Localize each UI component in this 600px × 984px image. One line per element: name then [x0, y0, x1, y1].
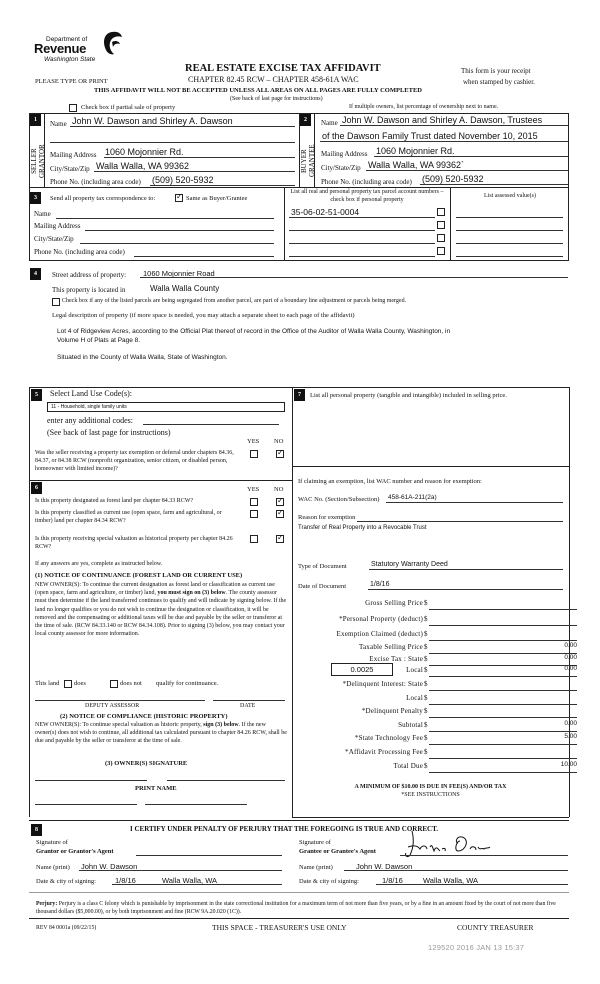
grantor-agent-label: Grantor or Grantor's Agent — [36, 848, 114, 855]
form-subtitle: CHAPTER 82.45 RCW – CHAPTER 458-61A WAC — [188, 75, 359, 84]
parcel-number-field[interactable] — [289, 243, 435, 244]
local-rate-field[interactable]: 0.0025 — [331, 663, 393, 676]
dor-logo — [34, 30, 129, 70]
grantee-name-print-label: Name (print) — [299, 864, 333, 871]
total-due-row: Total Due $ 10.00 — [298, 762, 593, 774]
buyer-phone-label: Phone No. (including area code) — [321, 178, 412, 186]
dor-swoosh-logo-icon — [100, 30, 124, 56]
owner-signature-field-2[interactable] — [167, 780, 285, 781]
excise-tax-state-row: Excise Tax : State $ 0.00 — [298, 655, 593, 667]
yes-header: YES — [247, 438, 260, 445]
grantee-agent-label: Grantee or Grantee's Agent — [299, 848, 376, 855]
logo-line1: Department of — [46, 36, 88, 43]
parcel-number-field[interactable]: 35-06-02-51-0004 — [291, 207, 360, 217]
personal-property-checkbox[interactable] — [437, 208, 445, 216]
personal-property-deduct-row: *Personal Property (deduct) $ — [298, 615, 593, 627]
assessed-value-field[interactable] — [456, 243, 563, 244]
legal-description-label: Legal description of property (if more space is needed, you may attach a separate sheet to each page of the affidavit) — [52, 312, 355, 319]
corr-name-field[interactable] — [56, 218, 274, 219]
reason-field[interactable]: Transfer of Real Property into a Revocable Trust — [298, 525, 427, 531]
exemption-question: Was the seller receiving a property tax exemption or deferral under chapters 84.36, 84.37, or 84.38 RCW (nonprofit organization, senior citizen, or disabled person, homeowner with limited income)? — [35, 450, 234, 472]
minimum-due-note: A MINIMUM OF $10.00 IS DUE IN FEE(S) AND/OR TAX — [354, 784, 507, 790]
street-address-field[interactable]: 1060 Mojonnier Road — [143, 269, 215, 278]
additional-codes-field[interactable] — [143, 424, 279, 425]
grantor-name-field[interactable]: John W. Dawson — [81, 862, 138, 871]
land-use-instructions: (See back of last page for instructions) — [47, 428, 171, 437]
section-1-number: 1 — [30, 114, 41, 126]
assessor-date-field[interactable] — [213, 700, 285, 701]
grantor-name-print-label: Name (print) — [36, 864, 70, 871]
deputy-assessor-signature[interactable] — [35, 700, 205, 701]
seller-mailing-field[interactable]: 1060 Mojonnier Rd. — [105, 147, 184, 157]
delinquent-interest-local-row: Local $ — [298, 694, 593, 706]
notice1-title: (1) NOTICE OF CONTINUANCE (FOREST LAND OR CURRENT USE) — [35, 572, 243, 579]
treasurer-use-only: THIS SPACE - TREASURER'S USE ONLY — [212, 923, 347, 932]
grantee-date-city-label: Date & city of signing: — [299, 878, 359, 885]
exemption-yes-checkbox[interactable] — [250, 450, 258, 458]
section-5-number: 5 — [31, 389, 42, 401]
partial-sale-checkbox[interactable] — [69, 104, 77, 112]
exemption-claimed-row: Exemption Claimed (deduct) $ — [298, 630, 593, 642]
section-3-number: 3 — [30, 192, 41, 204]
grantee-date-field[interactable]: 1/8/16 — [382, 876, 403, 885]
street-address-label: Street address of property: — [52, 271, 127, 279]
grantee-signature-field[interactable] — [398, 833, 568, 856]
corr-city-field[interactable] — [80, 243, 274, 244]
if-yes-note: If any answers are yes, complete as instructed below. — [35, 561, 163, 567]
multiple-owners-note: If multiple owners, list percentage of ownership next to name. — [349, 104, 499, 110]
does-label: does — [74, 680, 86, 687]
section-4-number: 4 — [30, 268, 41, 280]
partial-sale-label: Check box if partial sale of property — [81, 104, 176, 111]
same-as-buyer-checkbox[interactable] — [175, 194, 183, 202]
personal-property-label: List all personal property (tangible and intangible) included in selling price. — [310, 392, 507, 399]
affidavit-processing-fee-row: *Affidavit Processing Fee $ — [298, 748, 593, 760]
buyer-name-label: Name — [321, 119, 338, 127]
assessed-header: List assessed value(s) — [484, 193, 536, 199]
current-use-question: Is this property classified as current use (open space, farm and agricultural, or timber) land per chapter 84.34 RCW? — [35, 510, 222, 524]
buyer-city-field[interactable]: Walla Walla, WA 99362` — [368, 160, 465, 170]
subtotal-row: Subtotal $ 0.00 — [298, 721, 593, 733]
corr-phone-label: Phone No. (including area code) — [34, 248, 125, 256]
grantor-city-field[interactable]: Walla Walla, WA — [162, 876, 218, 885]
reason-label: Reason for exemption — [298, 514, 356, 521]
buyer-name-field[interactable]: John W. Dawson and Shirley A. Dawson, Trustees — [342, 115, 543, 125]
treasurer-stamp: 129520 2016 JAN 13 15:37 — [428, 943, 525, 952]
grantor-sig-of: Signature of — [36, 839, 68, 846]
does-qualify-checkbox[interactable] — [64, 680, 72, 688]
section-6-number: 6 — [31, 482, 42, 494]
buyer-grantee-label: BUYER GRANTEE — [300, 144, 316, 178]
section-7-number: 7 — [294, 389, 305, 401]
exemption-claim-label: If claiming an exemption, list WAC number and reason for exemption: — [298, 478, 482, 485]
segregated-parcel-checkbox[interactable] — [52, 298, 60, 306]
does-not-label: does not — [120, 680, 142, 687]
personal-property-checkbox[interactable] — [437, 234, 445, 242]
wac-label: WAC No. (Section/Subsection) — [298, 496, 380, 503]
seller-city-field[interactable]: Walla Walla, WA 99362 — [96, 161, 190, 171]
owner-print-name-2[interactable] — [145, 804, 247, 805]
does-not-qualify-checkbox[interactable] — [110, 680, 118, 688]
instructions-note: (See back of last page for instructions) — [230, 96, 323, 102]
corr-city-label: City/State/Zip — [34, 235, 74, 243]
seller-city-label: City/State/Zip — [50, 165, 90, 173]
land-use-select[interactable]: 11 - Household, single family units — [47, 402, 285, 412]
corr-mailing-label: Mailing Address — [34, 222, 81, 230]
warning-text: THIS AFFIDAVIT WILL NOT BE ACCEPTED UNLESS ALL AREAS ON ALL PAGES ARE FULLY COMPLETED — [94, 87, 422, 94]
date-label: DATE — [240, 703, 256, 709]
legal-description-field[interactable]: Lot 4 of Ridgeview Acres, according to the Official Plat thereof of record in the Office of the Auditor of Walla Walla County, Washington, in Volume H of Plats at Page 8. Situated in the County of Walla Walla, State of Washington. — [57, 328, 451, 361]
no-header: NO — [274, 438, 284, 445]
seller-phone-label: Phone No. (including area code) — [50, 178, 141, 186]
perjury-notice: Perjury: Perjury is a class C felony which is punishable by imprisonment in the state correctional institution for a maximum term of not more than five years, or by a fine in an amount fixed by the court of not more than five thousand dollars ($5,000.00), or by both imprisonment and fine (RCW 9A.20.020 (1C)). — [36, 901, 556, 915]
doc-date-field[interactable]: 1/8/16 — [370, 581, 390, 588]
delinquent-interest-state-row: *Delinquent Interest: State $ — [298, 680, 593, 692]
notice1-body: NEW OWNER(S): To continue the current designation as forest land or classification as current use (open space, farm and agriculture, or timber) land, you must sign on (3) below. The county assessor must then determine if the land transferred continues to qualify and will indicate by signing below. If the land no longer qualifies or you do not wish to continue the designation or classification, it will be removed and the compensating or additional taxes will be due and payable by the seller or transferor at the time of sale. (RCW 84.33.140 or RCW 84.34.108). Prior to signing (3) below, you may contact your local county assessor for more information. — [35, 582, 287, 638]
logo-line2: Revenue — [34, 41, 87, 56]
owner-signature-field-1[interactable] — [35, 780, 147, 781]
forest-yes-checkbox[interactable] — [250, 498, 258, 506]
parcel-number-field[interactable] — [289, 230, 435, 231]
deputy-assessor-label: DEPUTY ASSESSOR — [85, 703, 140, 709]
seller-grantor-label: SELLER GRANTOR — [30, 144, 46, 178]
this-land-label: This land — [35, 680, 60, 687]
doc-type-label: Type of Document — [298, 563, 347, 570]
seller-name-label: Name — [50, 120, 67, 128]
qualify-label: qualify for continuance. — [156, 680, 219, 687]
buyer-city-label: City/State/Zip — [321, 164, 361, 172]
delinquent-penalty-row: *Delinquent Penalty $ — [298, 707, 593, 719]
seller-name-field[interactable]: John W. Dawson and Shirley A. Dawson — [72, 116, 233, 126]
see-instructions-note: *SEE INSTRUCTIONS — [401, 792, 460, 798]
historical-no-checkbox[interactable] — [276, 535, 284, 543]
owner-print-name-1[interactable] — [35, 804, 137, 805]
exemption-no-checkbox[interactable] — [276, 450, 284, 458]
personal-property-checkbox[interactable] — [437, 221, 445, 229]
county-treasurer-label: COUNTY TREASURER — [457, 923, 534, 932]
seller-mailing-label: Mailing Address — [50, 151, 97, 159]
notice2-body: NEW OWNER(S): To continue special valuation as historic property, sign (3) below. If the new owner(s) does not wish to continue, all additional tax calculated pursuant to chapter 84.26 RCW, shall be due and payable by the seller or transferor at the time of sale. — [35, 722, 287, 744]
additional-codes-label: enter any additional codes: — [47, 416, 133, 425]
forest-no-checkbox[interactable] — [276, 498, 284, 506]
grantor-date-field[interactable]: 1/8/16 — [115, 876, 136, 885]
excise-tax-local-row: Local $ 0.00 — [298, 666, 593, 678]
grantee-city-field[interactable]: Walla Walla, WA — [423, 876, 479, 885]
corr-name-label: Name — [34, 210, 51, 218]
assessed-value-field[interactable] — [456, 217, 563, 218]
grantor-date-city-label: Date & city of signing: — [36, 878, 96, 885]
forest-land-question: Is this property designated as forest land per chapter 84.33 RCW? — [35, 498, 194, 504]
grantee-sig-of: Signature of — [299, 839, 331, 846]
personal-property-checkbox[interactable] — [437, 247, 445, 255]
yes-header-6: YES — [247, 486, 260, 493]
section-8-number: 8 — [31, 824, 42, 836]
parcel-number-field[interactable] — [289, 256, 435, 257]
gross-selling-price-row: Gross Selling Price $ — [298, 599, 593, 611]
send-correspondence-label: Send all property tax correspondence to: — [50, 195, 156, 202]
taxable-selling-price-row: Taxable Selling Price $ 0.00 — [298, 643, 593, 655]
grantee-name-field[interactable]: John W. Dawson — [356, 862, 413, 871]
seller-phone-field[interactable]: (509) 520-5932 — [152, 175, 214, 185]
assessed-value-field[interactable] — [456, 256, 563, 257]
section-2-number: 2 — [300, 114, 311, 126]
buyer-phone-field[interactable]: (509) 520-5932 — [422, 174, 484, 184]
doc-date-label: Date of Document — [298, 583, 347, 590]
corr-phone-field[interactable] — [134, 256, 274, 257]
form-title: REAL ESTATE EXCISE TAX AFFIDAVIT — [185, 63, 381, 74]
please-type: PLEASE TYPE OR PRINT — [35, 78, 108, 85]
located-in-label: This property is located in — [52, 286, 126, 294]
form-number: REV 84 0001a (09/22/15) — [36, 925, 97, 931]
historical-yes-checkbox[interactable] — [250, 535, 258, 543]
segregated-parcel-label: Check box if any of the listed parcels are being segregated from another parcel, are part of a boundary line adjustment or parcels being merged. — [62, 298, 407, 304]
receipt-note-1: This form is your receipt — [461, 67, 531, 75]
doc-type-field[interactable]: Statutory Warranty Deed — [371, 561, 448, 568]
assessed-value-field[interactable] — [456, 230, 563, 231]
receipt-note-2: when stamped by cashier. — [463, 78, 535, 86]
corr-mailing-field[interactable] — [85, 230, 274, 231]
wac-field[interactable]: 458-61A-211(2a) — [388, 494, 437, 501]
current-use-no-checkbox[interactable] — [276, 510, 284, 518]
print-name-label: PRINT NAME — [135, 785, 177, 792]
land-use-label: Select Land Use Code(s): — [50, 389, 132, 398]
buyer-mailing-field[interactable]: 1060 Mojonnier Rd. — [376, 146, 455, 156]
current-use-yes-checkbox[interactable] — [250, 510, 258, 518]
same-as-buyer-label: Same as Buyer/Grantee — [186, 195, 248, 202]
buyer-mailing-label: Mailing Address — [321, 150, 368, 158]
county-field[interactable]: Walla Walla County — [150, 284, 220, 293]
owner-signature-label: (3) OWNER(S) SIGNATURE — [105, 760, 188, 767]
historical-question: Is this property receiving special valuation as historical property per chapter 84.26 RCW? — [35, 536, 233, 550]
no-header-6: NO — [274, 486, 284, 493]
certify-statement: I CERTIFY UNDER PENALTY OF PERJURY THAT THE FOREGOING IS TRUE AND CORRECT. — [130, 825, 439, 833]
notice2-title: (2) NOTICE OF COMPLIANCE (HISTORIC PROPERTY) — [60, 713, 228, 720]
state-technology-fee-row: *State Technology Fee $ 5.00 — [298, 734, 593, 746]
logo-line3: Washington State — [44, 56, 96, 63]
buyer-name-field-line2[interactable]: of the Dawson Family Trust dated November 10, 2015 — [322, 131, 538, 141]
grantor-signature-field[interactable] — [136, 855, 282, 856]
parcel-header: List all real and personal property tax parcel account numbers – check box if personal property — [290, 189, 444, 203]
